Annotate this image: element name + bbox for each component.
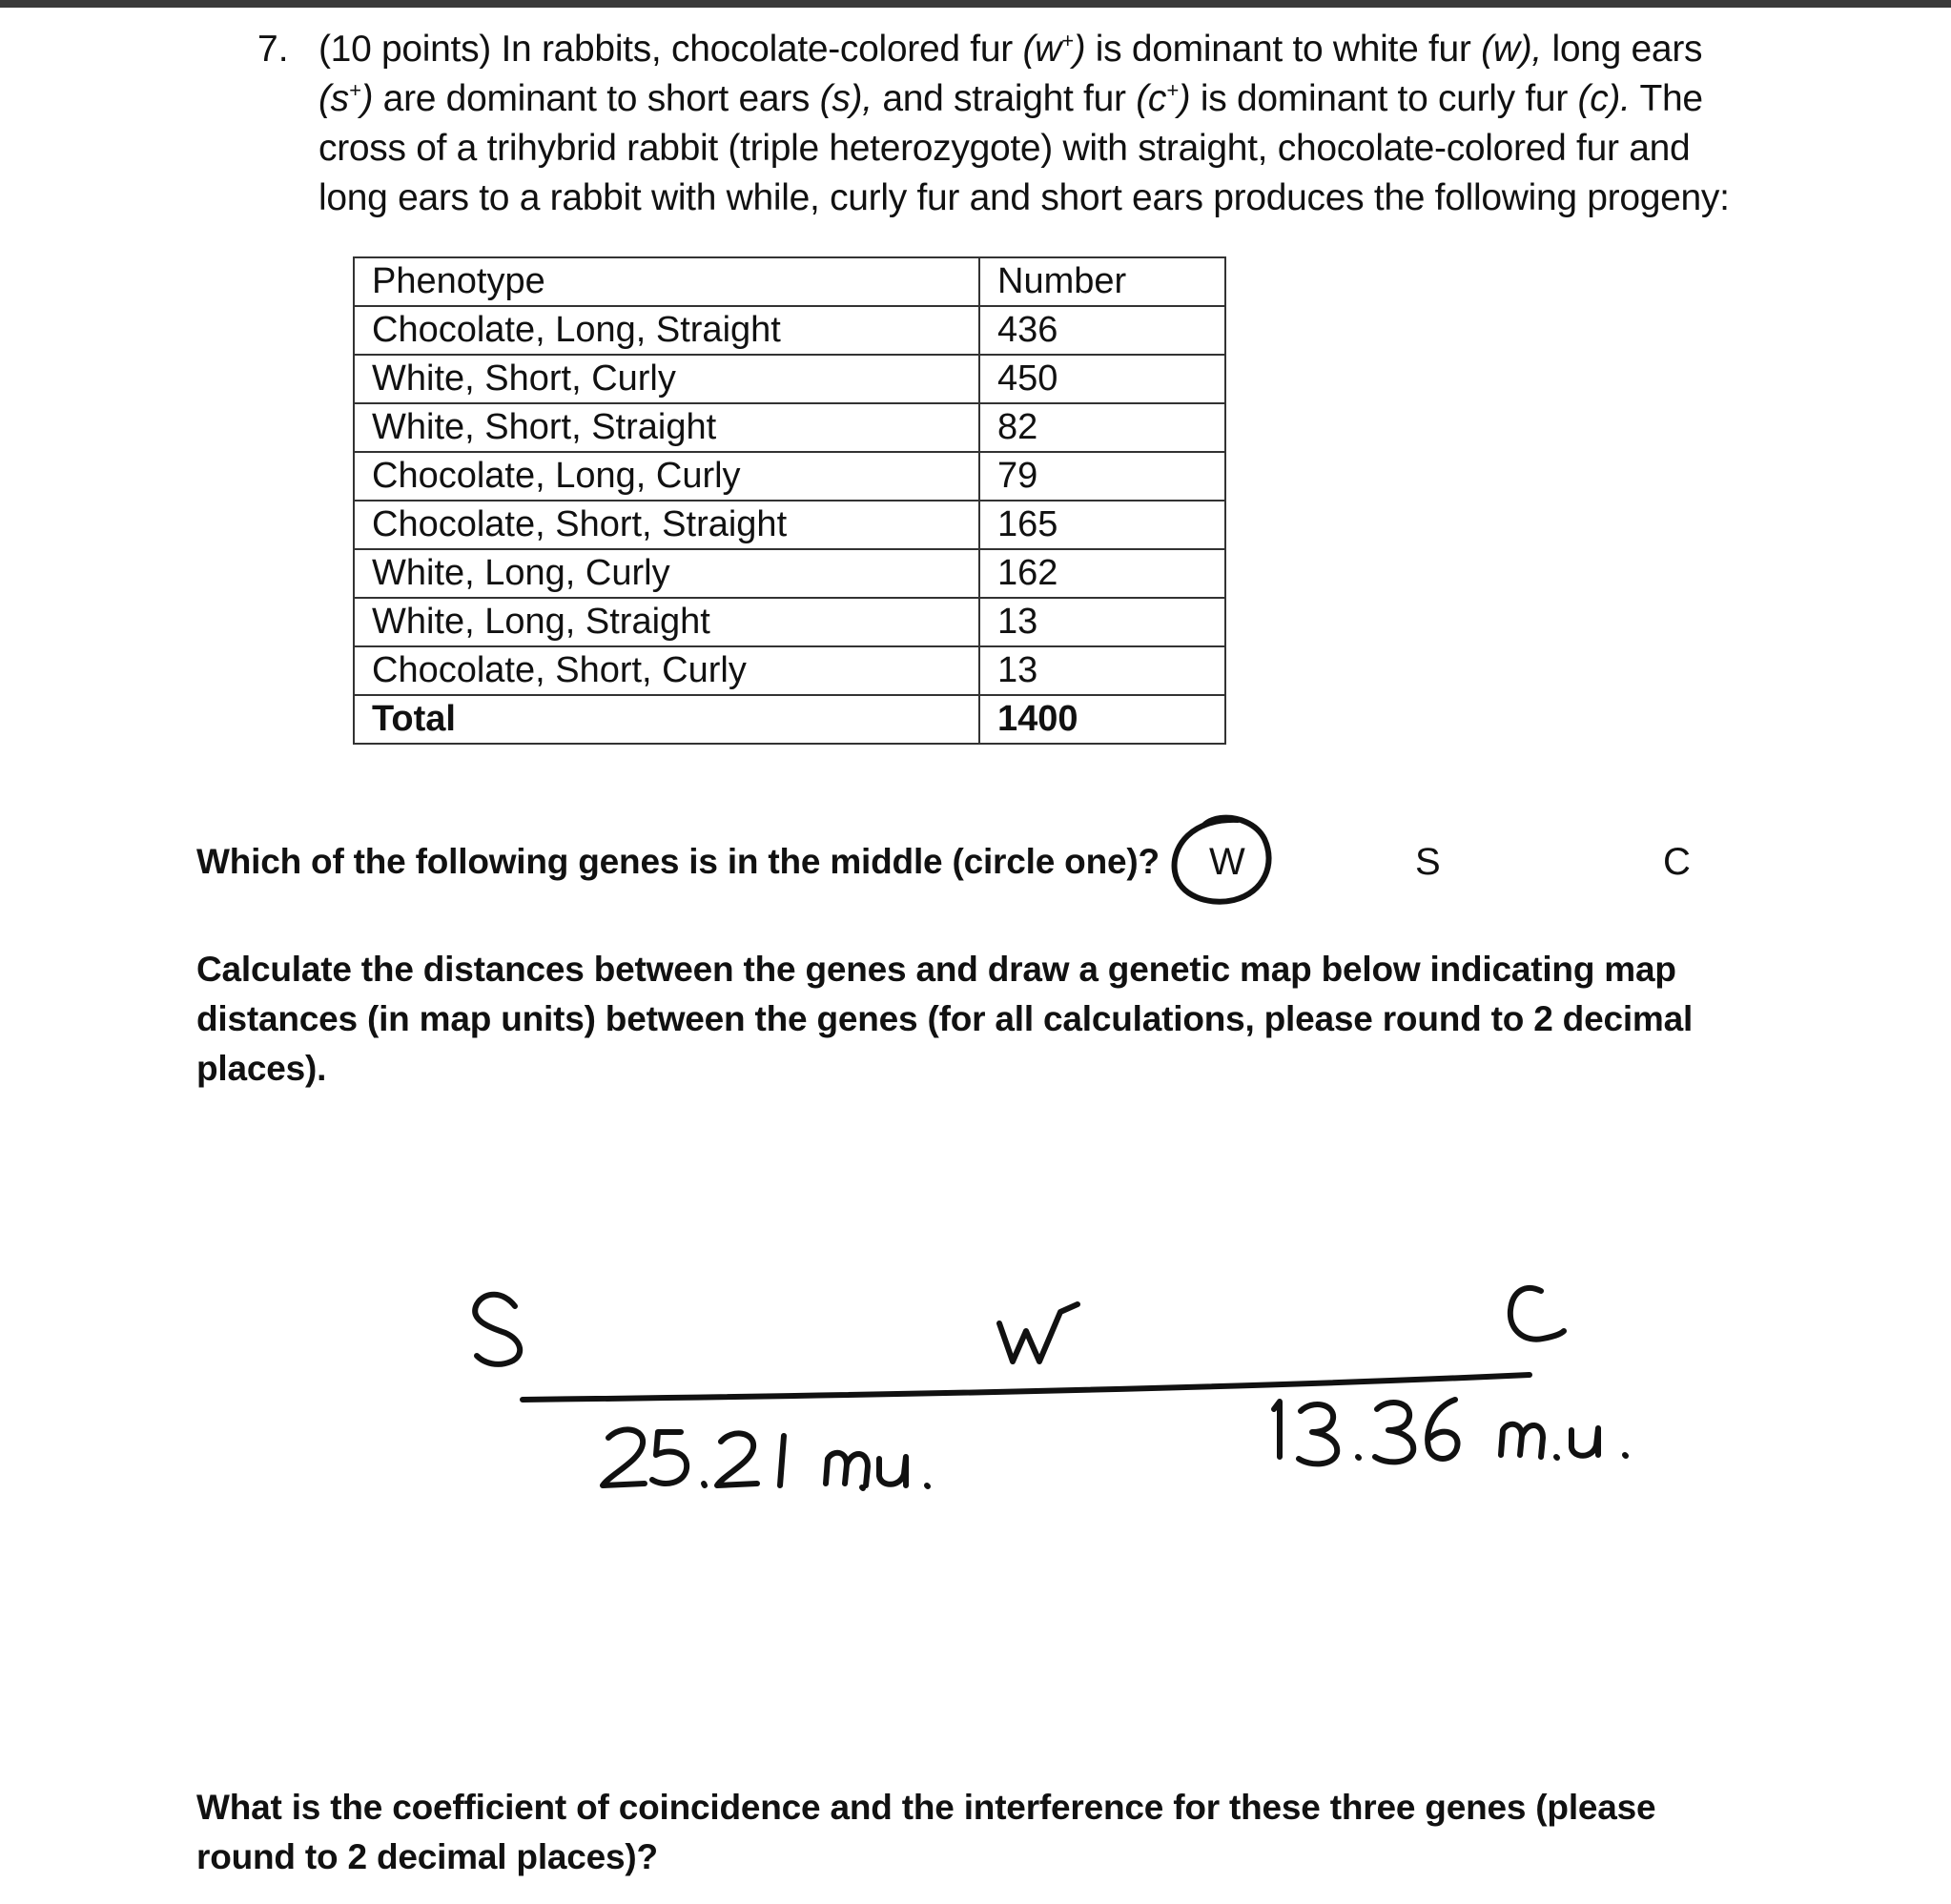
number-cell: 82 [979, 403, 1225, 452]
coincidence-prompt-line-1: What is the coefficient of coincidence and the interference for these three genes (please [196, 1788, 1656, 1827]
option-s[interactable]: S [1415, 841, 1441, 883]
coincidence-prompt-line-2: round to 2 decimal places)? [196, 1837, 658, 1876]
distance-prompt-line-2: distances (in map units) between the genes (for all calculations, please round to 2 decimal [196, 999, 1694, 1038]
number-cell: 13 [979, 646, 1225, 695]
question-line-4: long ears to a rabbit with while, curly fur and short ears produces the following progeny: [318, 177, 1730, 218]
points-label: (10 points) [318, 29, 491, 70]
phenotype-cell: Chocolate, Short, Curly [354, 646, 979, 695]
number-cell: 436 [979, 306, 1225, 355]
header-number: Number [979, 257, 1225, 306]
phenotype-cell: Chocolate, Short, Straight [354, 501, 979, 549]
handwritten-gene-c [1510, 1288, 1564, 1340]
number-cell: 450 [979, 355, 1225, 403]
answer-circle [1175, 818, 1269, 902]
phenotype-cell: White, Long, Curly [354, 549, 979, 598]
total-value: 1400 [979, 695, 1225, 744]
question-line-2: (s+) are dominant to short ears (s), and straight fur (c+) is dominant to curly fur (c). The [318, 78, 1703, 119]
number-cell: 165 [979, 501, 1225, 549]
question-line-1: (10 points) In rabbits, chocolate-colored fur (w+) is dominant to white fur (w), long ears [318, 29, 1703, 70]
question-line-3: cross of a trihybrid rabbit (triple heterozygote) with straight, chocolate-colored fur and [318, 128, 1691, 169]
total-label: Total [354, 695, 979, 744]
number-cell: 13 [979, 598, 1225, 646]
question-number: 7. [257, 29, 289, 70]
handwritten-gene-w [999, 1304, 1078, 1361]
phenotype-cell: White, Short, Straight [354, 403, 979, 452]
distance-prompt-line-1: Calculate the distances between the genes and draw a genetic map below indicating map [196, 950, 1676, 989]
middle-gene-prompt: Which of the following genes is in the middle (circle one)? [196, 842, 1160, 881]
genetic-map-line [523, 1375, 1530, 1400]
header-phenotype: Phenotype [354, 257, 979, 306]
handwritten-distance-w-c [1274, 1400, 1626, 1464]
option-w[interactable]: W [1209, 841, 1245, 883]
phenotype-cell: White, Short, Curly [354, 355, 979, 403]
number-cell: 162 [979, 549, 1225, 598]
handwritten-gene-s [475, 1295, 520, 1364]
phenotype-cell: Chocolate, Long, Curly [354, 452, 979, 501]
option-c[interactable]: C [1663, 841, 1691, 883]
phenotype-cell: Chocolate, Long, Straight [354, 306, 979, 355]
phenotype-cell: White, Long, Straight [354, 598, 979, 646]
distance-prompt-line-3: places). [196, 1049, 327, 1088]
handwritten-distance-s-w [603, 1429, 928, 1488]
number-cell: 79 [979, 452, 1225, 501]
